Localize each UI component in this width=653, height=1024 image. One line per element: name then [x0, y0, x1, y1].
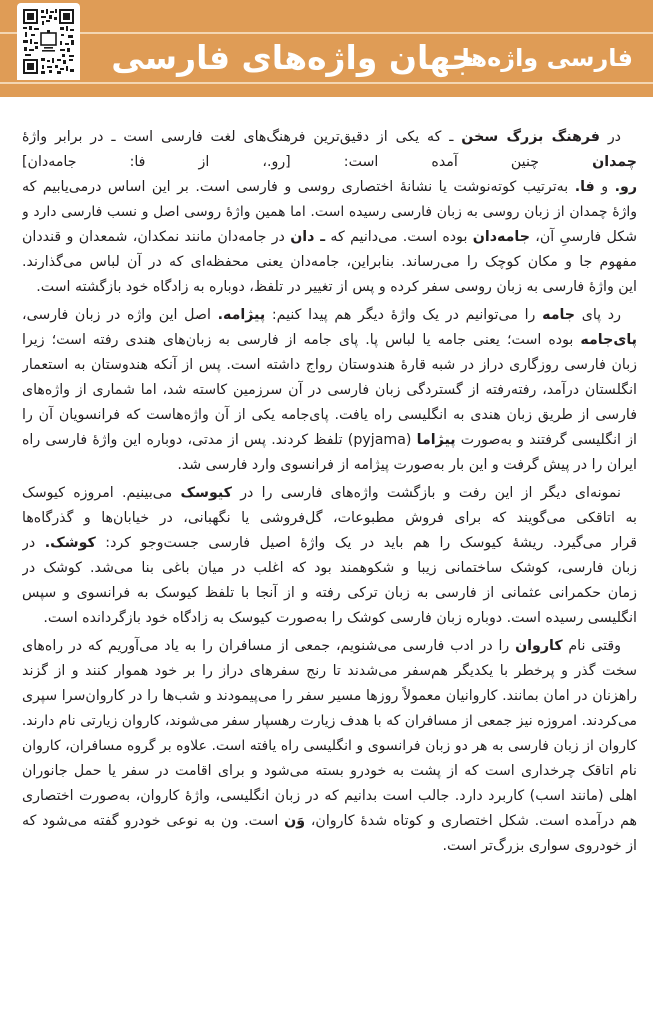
bold-term: کیوسک — [180, 485, 232, 501]
text-line — [22, 428, 637, 453]
text-run: هم درآمده است. شکل اختصاری و کوتاه شدۀ کاروان، — [305, 813, 637, 829]
text-run: قرار می‌گیرد. ریشۀ کیوسک را هم باید در یک واژۀ اصیل فارسی جست‌وجو کرد: — [95, 535, 637, 551]
text-run: رد پای — [575, 307, 621, 323]
text-run: واژۀ چمدان از زبان روسی به زبان فارسی رسیده است. اما همین واژۀ روسی اصل و نسب فارسی دارد و — [22, 204, 637, 220]
article-body — [22, 125, 637, 859]
text-line — [22, 328, 637, 353]
bold-term: جامه — [542, 307, 576, 323]
text-line — [22, 606, 637, 631]
bold-term: کوشک. — [44, 535, 96, 551]
text-run: (pyjama) تلفظ کردند. پس از مدتی، دوباره این واژۀ فارسی راه — [22, 432, 417, 448]
paragraph — [22, 481, 637, 631]
text-line — [22, 453, 637, 478]
text-line — [22, 303, 637, 328]
text-line — [22, 734, 637, 759]
text-line — [22, 353, 637, 378]
text-run: زمان حکمرانی عثمانی از فارسی به زبان ترکی رفته و از آنجا با تلفظ کیوسک به فرانسوی و سپس — [22, 585, 637, 601]
text-run: راهزنان در امان بمانند. کاروانیان معمولاً روزها مسیر سفر را می‌پیمودند و شب‌ها را در کاروان‌سرا سپری — [22, 688, 637, 704]
text-line — [22, 531, 637, 556]
text-line — [22, 150, 637, 175]
text-run: وقتی نام — [562, 638, 621, 654]
text-line — [22, 684, 637, 709]
text-run: از خودروی سواری بزرگ‌تر است. — [442, 838, 637, 854]
text-line — [22, 175, 637, 200]
text-line — [22, 250, 637, 275]
text-line — [22, 225, 637, 250]
qr-code-icon[interactable] — [17, 3, 80, 80]
bold-term: جامه‌دان — [472, 229, 530, 245]
text-run: و — [594, 179, 615, 195]
text-line — [22, 403, 637, 428]
text-run: سخت گذر و پرخطر با یکدیگر هم‌سفر می‌شدند تا رنج سفرهای دراز را بر خود هموار کنند و از گزند — [22, 663, 637, 679]
text-run: زبان فارسی روزگاری دراز در شبه قارۀ هندوستان رواج داشته است. پس از آنکه هندوستان به استعمار — [22, 357, 637, 373]
text-run: این واژۀ فارسی به زبان روسی سفر کرده و پس از تغییر در تلفظ، دوباره به زادگاه خود بازگشته است. — [36, 279, 637, 295]
text-run: در جامه‌دان مانند نمکدان، شمعدان و قنددان — [22, 229, 291, 245]
bold-term: پیژامه. — [217, 307, 266, 323]
bold-term: رو. — [614, 179, 637, 195]
section-label: فارسی واژه‌ها — [461, 44, 633, 72]
paragraph — [22, 125, 637, 300]
bold-term: ـ دان — [290, 229, 326, 245]
text-line — [22, 809, 637, 834]
text-line — [22, 581, 637, 606]
text-run: می‌کردند. امروزه نیز جمعی از مسافران که با هدف زیارت رهسپار سفر می‌شوند، کاروان زیارتی نام دارند. — [22, 713, 637, 729]
paragraph — [22, 634, 637, 859]
text-line — [22, 784, 637, 809]
text-run: است. ون به نوعی خودرو گفته می‌شود که — [22, 813, 285, 829]
text-run: اهلی (مانند اسب) کاربرد دارد. جالب است بدانیم که در زبان انگلیسی، واژۀ کاروان، به‌صورت اختصاری — [22, 788, 637, 804]
bold-term: کاروان — [515, 638, 563, 654]
text-run: انگلیسی رسیده است. دوباره زبان فارسی کوشک را به‌صورت کیوسک به زادگاه خود بازگردانده است. — [43, 610, 637, 626]
qr-code-graphic — [22, 8, 75, 75]
text-line — [22, 759, 637, 784]
bold-term: فا. — [574, 179, 595, 195]
text-line — [22, 481, 637, 506]
page-title: جهان واژه‌های فارسی — [111, 38, 475, 77]
text-run: در — [599, 129, 621, 145]
bold-term: چمدان — [592, 154, 637, 170]
text-run: چنین آمده است: [رو.، از فا: جامه‌دان] — [22, 154, 593, 170]
bold-term: پای‌جامه — [580, 332, 637, 348]
text-run: بوده است؛ یعنی جامه یا لباس پا. پای جامه از فارسی به زبان‌های هندی رفته است؛ زیرا — [22, 332, 581, 348]
text-run: می‌بینیم. امروزه کیوسک — [22, 485, 181, 501]
text-line — [22, 659, 637, 684]
text-run: را می‌توانیم در یک واژۀ دیگر هم پیدا کنیم: — [265, 307, 543, 323]
bold-term: پیژاما — [416, 432, 456, 448]
text-run: را در ادب فارسی می‌شنویم، جمعی از مسافران را به یاد می‌آوریم که در راه‌های — [22, 638, 516, 654]
text-run: انگلستان درآمد، رفته‌رفته از گستردگی زبان فارسی در آن سرزمین کاسته شد، اما شماری از واژه‌های — [22, 382, 637, 398]
text-line — [22, 556, 637, 581]
text-run: اصل این واژه در زبان فارسی، — [22, 307, 218, 323]
bold-term: وَن — [284, 813, 306, 829]
text-run: بوده است. می‌دانیم که — [325, 229, 473, 245]
text-line — [22, 709, 637, 734]
bold-term: فرهنگ بزرگ سخن — [461, 129, 600, 145]
text-run: کاروان از زبان فارسی به هر دو زبان فرانسوی و انگلیسی راه یافته است. علاوه بر گروه مسافران، کاروان — [22, 738, 637, 754]
text-run: به اتاقکی می‌گویند که برای فروش مطبوعات، گل‌فروشی یا نگهبانی، در خیابان‌ها و گذرگاه‌ها — [22, 510, 637, 526]
text-run: شکل فارسیِ آن، — [529, 229, 637, 245]
text-line — [22, 378, 637, 403]
text-run: زبان فارسی، کوشک ساختمانی زیبا و شکوهمند بود که اغلب در میان باغی بنا می‌شد. کوشک در — [22, 560, 637, 576]
text-run: فارسی از طریق زبان هندی به انگلیسی راه یافت. پای‌جامه یکی از آن واژه‌هاست که فرانسویان آن را — [22, 407, 637, 423]
text-line — [22, 634, 637, 659]
text-line — [22, 275, 637, 300]
text-run: ـ که یکی از دقیق‌ترین فرهنگ‌های لغت فارسی است ـ در برابر واژۀ — [22, 129, 462, 145]
header-rule-bottom — [0, 82, 653, 84]
text-run: نام اتاقک چرخداری است که از پشت به خودرو بسته می‌شود و برای اقامت در سفر یا حمل جانوران — [22, 763, 637, 779]
text-line — [22, 834, 637, 859]
text-line — [22, 200, 637, 225]
text-run: به‌ترتیب کوته‌نوشت یا نشانۀ اختصاری روسی و فارسی است. بر این اساس درمی‌یابیم که — [22, 179, 575, 195]
text-run: مفهوم جا و مکان کوچک را می‌رساند. بنابراین، جامه‌دان یعنی محفظه‌ای که در آن لباس می‌گذارند. — [22, 254, 637, 270]
header-band — [0, 0, 653, 97]
text-run: در — [22, 535, 45, 551]
text-run: ایران را در پیش گرفت و این بار به‌صورت پیژامه از فرانسوی وارد فارسی شد. — [177, 457, 637, 473]
paragraph — [22, 303, 637, 478]
text-run: از انگلیسی گرفتند و به‌صورت — [455, 432, 637, 448]
text-line — [22, 506, 637, 531]
text-line — [22, 125, 637, 150]
text-run: نمونه‌ای دیگر از این رفت و بازگشت واژه‌های فارسی را در — [231, 485, 622, 501]
